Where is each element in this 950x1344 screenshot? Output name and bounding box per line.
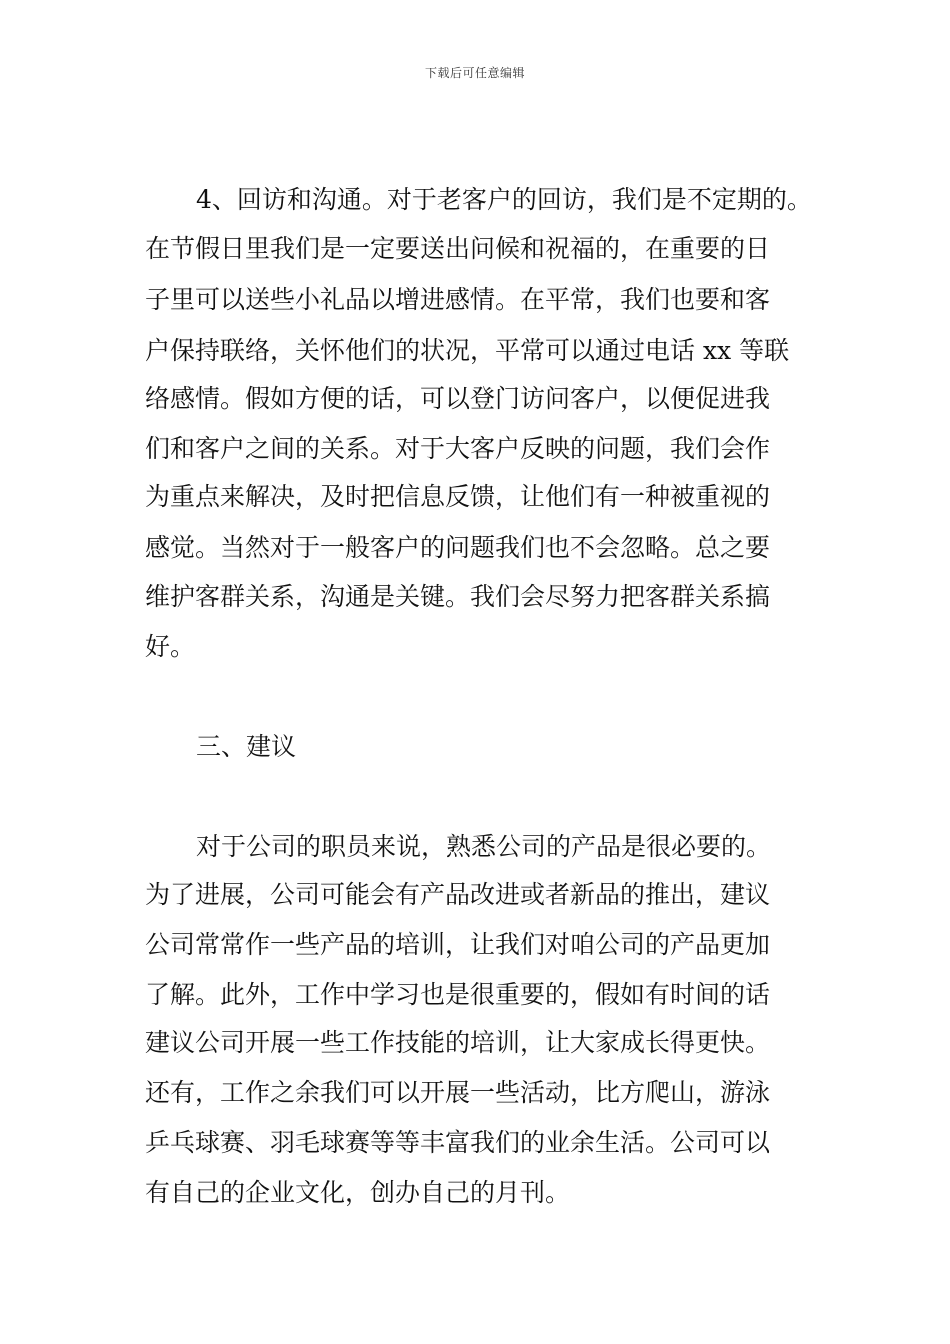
paragraph-line: 好。: [145, 632, 196, 661]
paragraph-line: 公司常常作一些产品的培训，让我们对咱公司的产品更加: [145, 930, 771, 959]
paragraph-line: 感觉。当然对于一般客户的问题我们也不会忽略。总之要: [145, 533, 771, 562]
paragraph-line: 户保持联络，关怀他们的状况，平常可以通过电话 xx 等联: [145, 336, 790, 365]
paragraph-line: 在节假日里我们是一定要送出问候和祝福的，在重要的日: [145, 234, 771, 263]
paragraph-line: 有自己的企业文化，创办自己的月刊。: [145, 1178, 571, 1207]
paragraph-line: 络感情。假如方便的话，可以登门访问客户，以便促进我: [145, 384, 771, 413]
paragraph-line: 了解。此外，工作中学习也是很重要的，假如有时间的话: [145, 980, 771, 1009]
paragraph-line: 还有，工作之余我们可以开展一些活动，比方爬山，游泳: [145, 1078, 771, 1107]
section-heading: 三、建议: [196, 732, 297, 761]
download-note: 下载后可任意编辑: [424, 66, 525, 80]
paragraph-line: 乒乓球赛、羽毛球赛等等丰富我们的业余生活。公司可以: [145, 1128, 771, 1157]
paragraph-line: 4、回访和沟通。对于老客户的回访，我们是不定期的。: [196, 185, 812, 214]
paragraph-line: 子里可以送些小礼品以增进感情。在平常，我们也要和客: [145, 285, 771, 314]
paragraph-line: 对于公司的职员来说，熟悉公司的产品是很必要的。: [196, 832, 772, 861]
paragraph-line: 为重点来解决，及时把信息反馈，让他们有一种被重视的: [145, 482, 771, 511]
paragraph-line: 维护客群关系，沟通是关键。我们会尽努力把客群关系搞: [145, 582, 771, 611]
paragraph-line: 们和客户之间的关系。对于大客户反映的问题，我们会作: [145, 434, 771, 463]
paragraph-line: 为了进展，公司可能会有产品改进或者新品的推出，建议: [145, 880, 771, 909]
paragraph-line: 建议公司开展一些工作技能的培训，让大家成长得更快。: [145, 1028, 771, 1057]
